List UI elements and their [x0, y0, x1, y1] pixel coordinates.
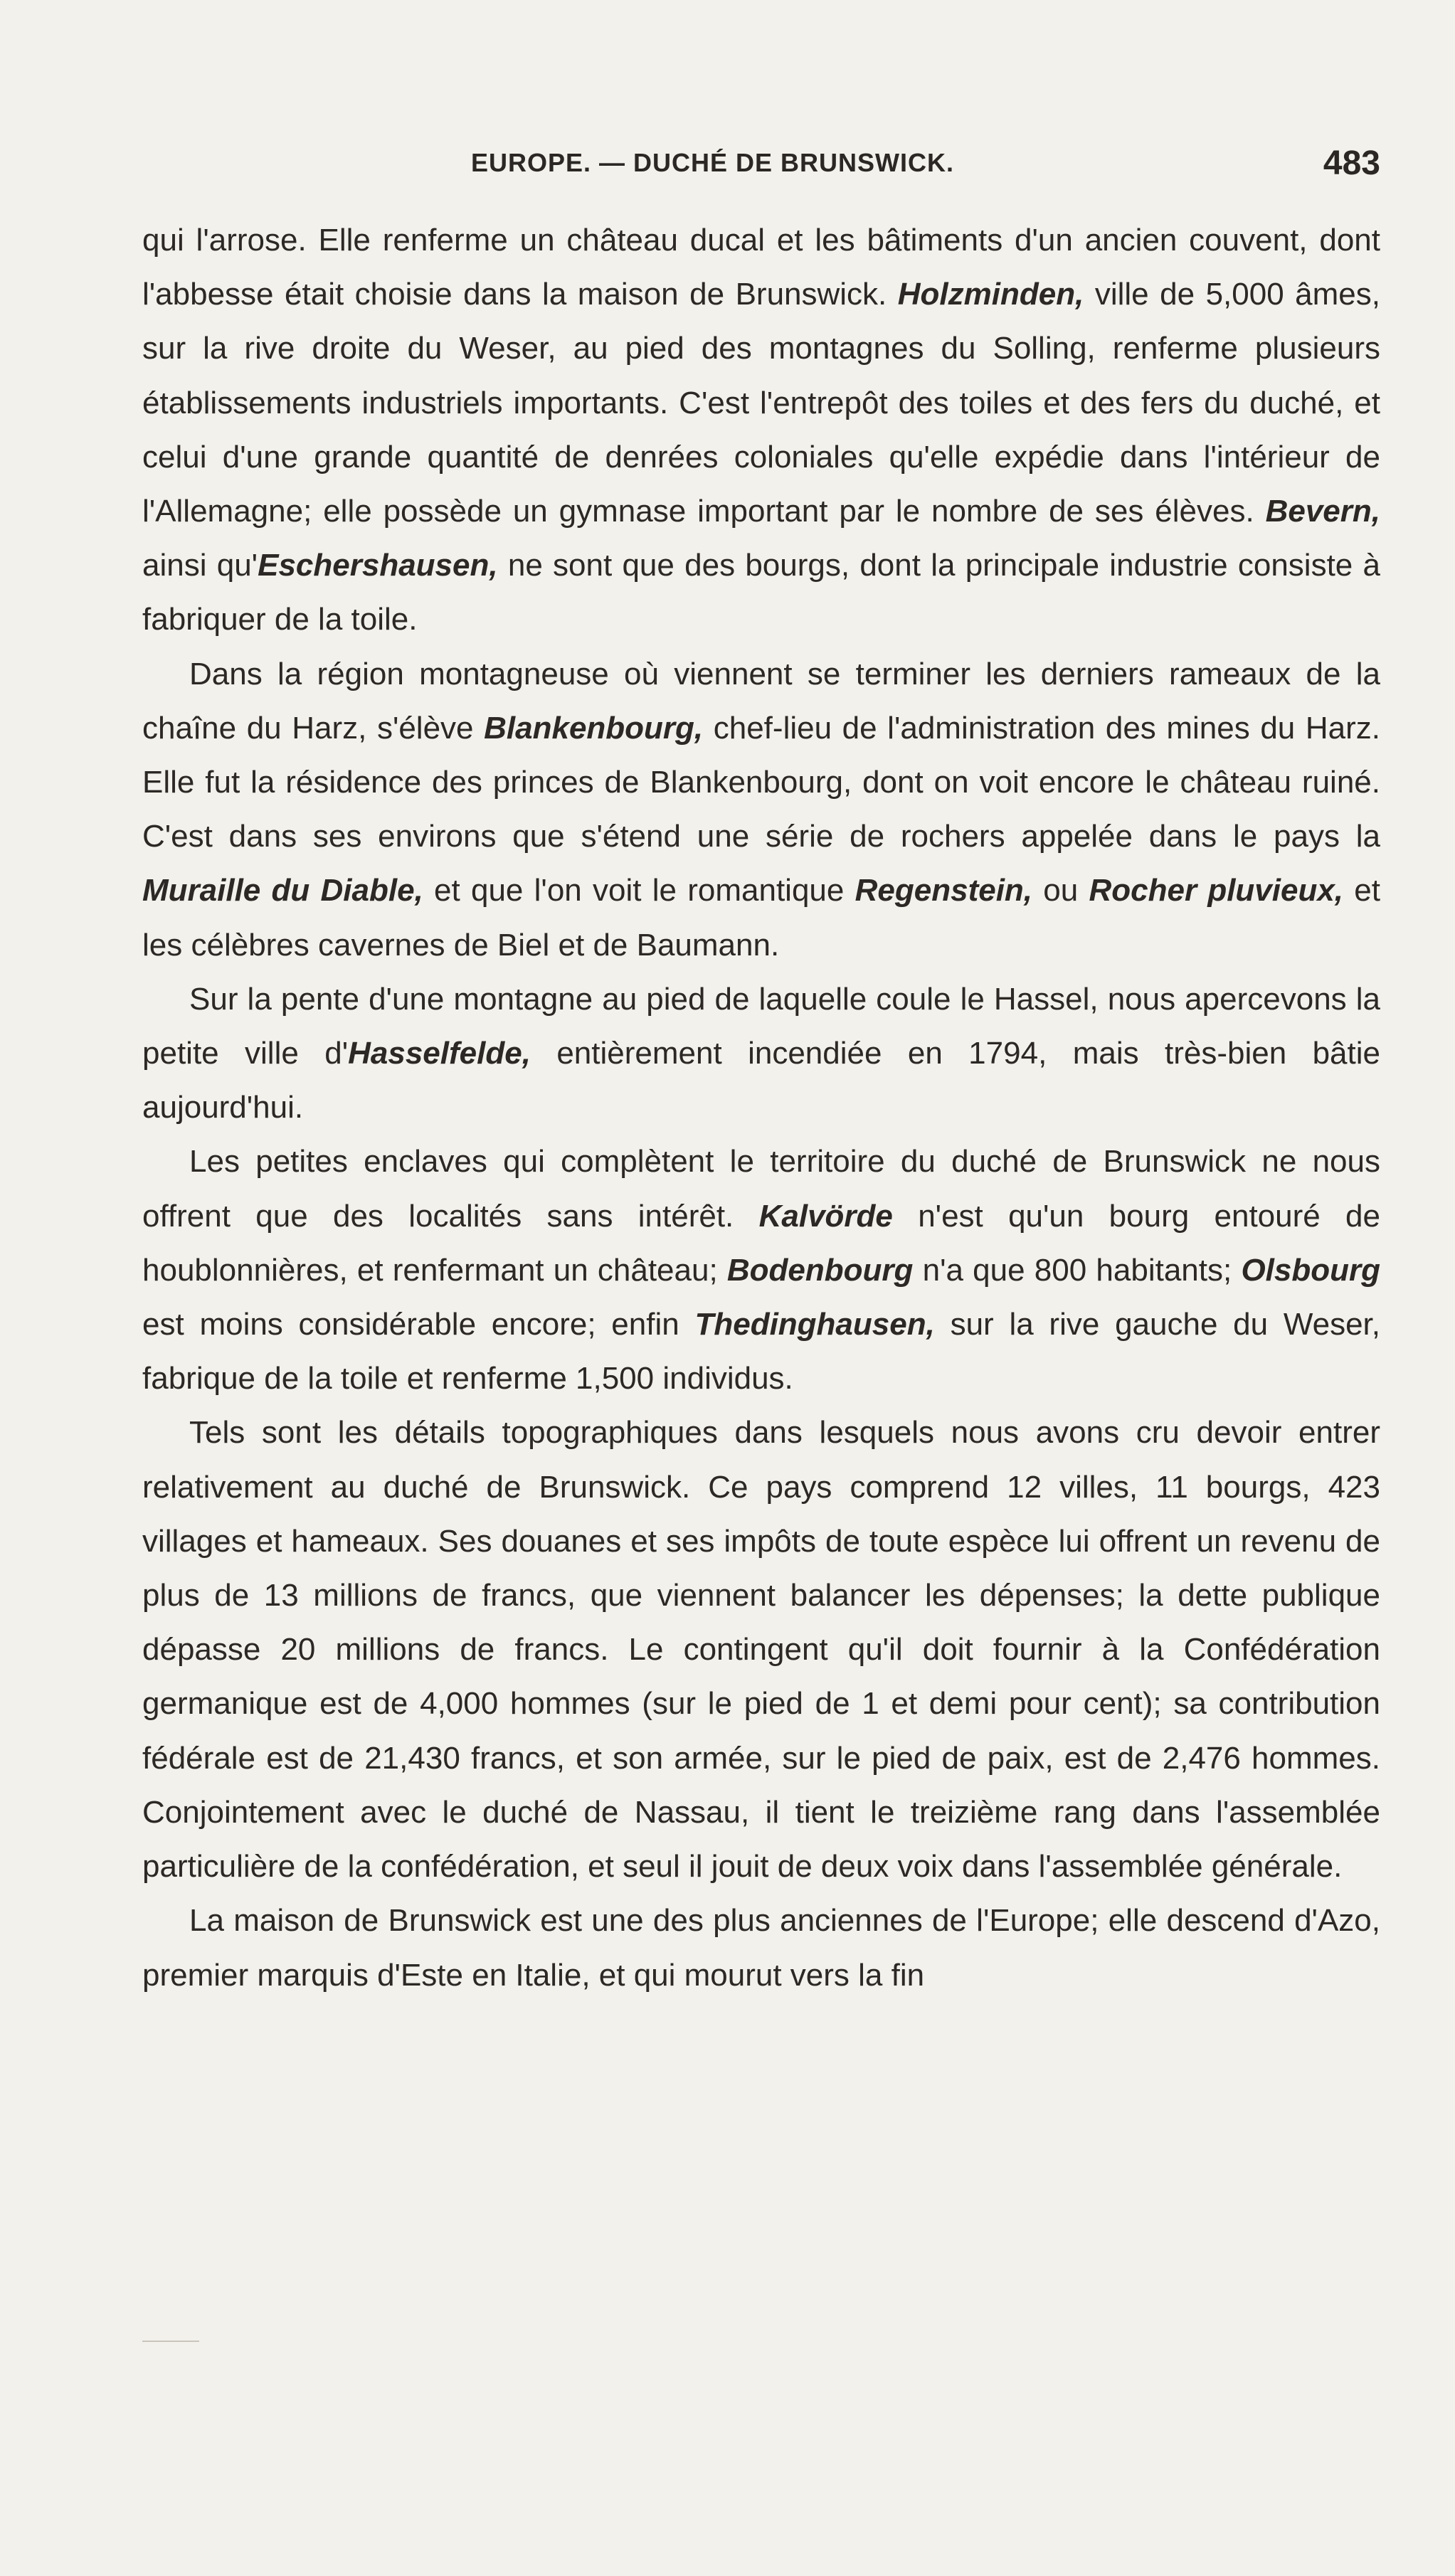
- footer-rule: [142, 2341, 199, 2342]
- italic-place-name: Bevern,: [1265, 494, 1380, 529]
- text-run: Les petites enclaves qui complètent le territoire du duché de Brunswick ne nous offrent que des localités sans intérêt.: [142, 1144, 1380, 1234]
- paragraph-blankenbourg: [142, 647, 1380, 972]
- running-title: EUROPE. — DUCHÉ DE BRUNSWICK.: [471, 148, 955, 177]
- italic-place-name: Hasselfelde,: [348, 1036, 531, 1071]
- text-run: n'est qu'un bourg entouré de houblonnières, et renfermant un château;: [142, 1198, 1381, 1288]
- text-run: ainsi qu': [142, 548, 258, 583]
- text-run: chef-lieu de l'administration des mines du Harz. Elle fut la résidence des princes de Blankenbourg, dont on voit encore le château ruiné. C'est dans ses environs que s'étend une série de rochers appelée dans le pays la: [142, 710, 1380, 854]
- text-run: Dans la région montagneuse où viennent se terminer les derniers rameaux de la chaîne du Harz, s'élève: [142, 656, 1380, 746]
- italic-place-name: Olsbourg: [1241, 1252, 1380, 1288]
- page-number: 483: [1323, 144, 1380, 182]
- italic-place-name: Holzminden,: [897, 277, 1084, 312]
- text-run: et les célèbres cavernes de Biel et de Baumann.: [142, 873, 1380, 963]
- paragraph-statistics: [142, 1406, 1380, 1894]
- text-run: est moins considérable encore; enfin: [142, 1307, 695, 1342]
- text-run: sur la rive gauche du Weser, fabrique de la toile et renferme 1,500 individus.: [142, 1307, 1380, 1396]
- text-run: Sur la pente d'une montagne au pied de laquelle coule le Hassel, nous apercevons la petite ville d': [142, 981, 1380, 1071]
- body-text: [142, 213, 1380, 2003]
- italic-place-name: Eschershausen,: [258, 548, 498, 583]
- text-run: qui l'arrose. Elle renferme un château ducal et les bâtiments d'un ancien couvent, dont l'abbesse était choisie dans la maison de Brunswick.: [142, 223, 1380, 312]
- paragraph-enclaves: [142, 1135, 1380, 1406]
- italic-place-name: Regenstein,: [855, 873, 1033, 908]
- text-run: n'a que 800 habitants;: [913, 1252, 1242, 1288]
- text-run: et que l'on voit le romantique: [423, 873, 855, 908]
- text-run: ville de 5,000 âmes, sur la rive droite du Weser, au pied des montagnes du Solling, renferme plusieurs établissements industriels importants. C'est l'entrepôt des toiles et des fers du duché, et celui d'une grande quantité de denrées coloniales qu'elle expédie dans l'intérieur de l'Allemagne; elle possède un gymnase important par le nombre de ses élèves.: [142, 277, 1380, 529]
- text-run: La maison de Brunswick est une des plus anciennes de l'Europe; elle descend d'Azo, premier marquis d'Este en Italie, et qui mourut vers la fin: [142, 1903, 1380, 1993]
- italic-place-name: Bodenbourg: [726, 1252, 914, 1288]
- paragraph-hasselfelde: [142, 972, 1380, 1135]
- italic-place-name: Muraille du Diable,: [142, 873, 423, 908]
- text-run: entièrement incendiée en 1794, mais très-bien bâtie aujourd'hui.: [142, 1036, 1380, 1125]
- italic-place-name: Thedinghausen,: [694, 1307, 935, 1342]
- text-run: Tels sont les détails topographiques dans lesquels nous avons cru devoir entrer relativement au duché de Brunswick. Ce pays comprend 12 villes, 11 bourgs, 423 villages et hameaux. Ses douanes et ses impôts de toute espèce lui offrent un revenu de plus de 13 millions de francs, que viennent balancer les dépenses; la dette publique dépasse 20 millions de francs. Le contingent qu'il doit fournir à la Confédération germanique est de 4,000 hommes (sur le pied de 1 et demi pour cent); sa contribution fédérale est de 21,430 francs, et son armée, sur le pied de paix, est de 2,476 hommes. Conjointement avec le duché de Nassau, il tient le treizième rang dans l'assemblée particulière de la confédération, et seul il jouit de deux voix dans l'assemblée générale.: [142, 1415, 1380, 1885]
- paragraph-house-of-brunswick: [142, 1894, 1380, 2002]
- italic-place-name: Rocher pluvieux,: [1089, 873, 1344, 908]
- paragraph-holzminden: [142, 213, 1380, 647]
- italic-place-name: Blankenbourg,: [484, 710, 704, 746]
- text-run: ne sont que des bourgs, dont la principale industrie consiste à fabriquer de la toile.: [142, 548, 1380, 637]
- italic-place-name: Kalvörde: [758, 1198, 893, 1234]
- text-run: ou: [1032, 873, 1089, 908]
- page-header: [142, 144, 1380, 191]
